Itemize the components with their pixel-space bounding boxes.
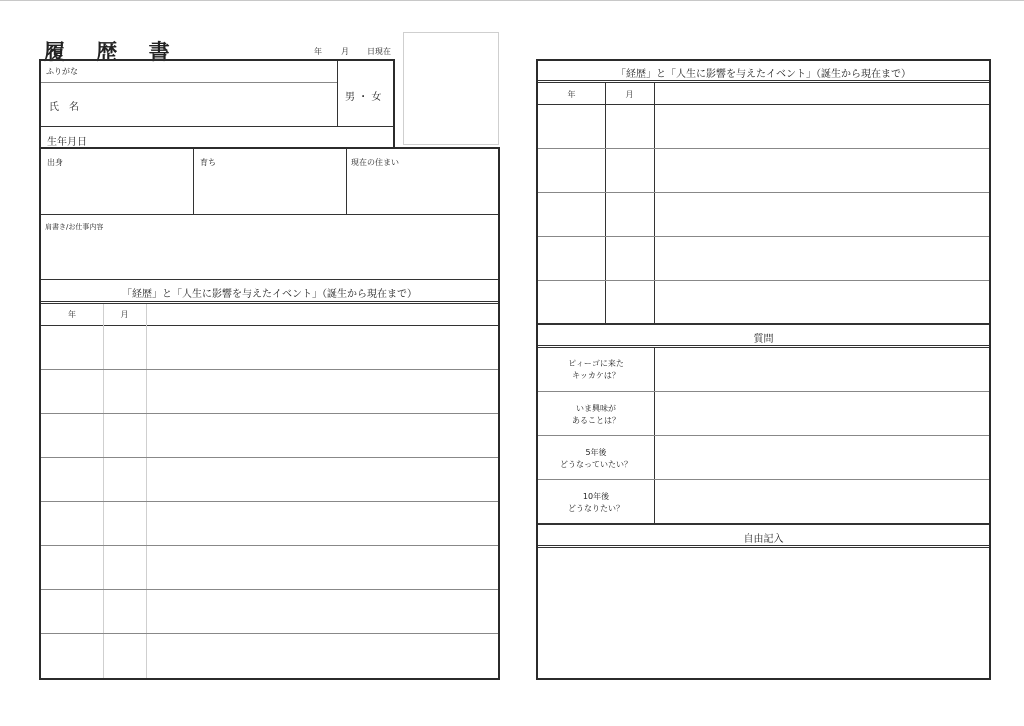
question-ten-years: 10年後 どうなりたい？ <box>568 492 624 513</box>
free-entry-area[interactable] <box>540 552 987 676</box>
free-heading-rule <box>538 545 989 548</box>
history-col-year: 年 <box>68 310 76 319</box>
birthdate-label: 生年月日 <box>47 137 87 148</box>
history-top-line <box>41 279 498 280</box>
question-five-years: 5年後 どうなっていたい？ <box>560 448 632 469</box>
top-border <box>0 0 1024 1</box>
history-row-line <box>41 589 498 590</box>
questions-top-line <box>538 323 989 325</box>
gender-label[interactable]: 男 ・ 女 <box>345 92 382 103</box>
right-history-row-line <box>538 236 989 237</box>
gender-divider <box>337 61 338 126</box>
question-row-line <box>538 391 989 392</box>
history-header-line <box>41 325 498 326</box>
right-history-heading: 「経歴」と「人生に影響を与えたイベント」（誕生から現在まで） <box>616 69 911 80</box>
history-heading: 「経歴」と「人生に影響を与えたイベント」（誕生から現在まで） <box>122 289 417 300</box>
history-row-line <box>41 501 498 502</box>
right-history-col-year: 年 <box>567 90 576 99</box>
history-row-line <box>41 633 498 634</box>
history-row-line <box>41 369 498 370</box>
right-history-month-col-line <box>654 83 655 323</box>
history-heading-rule <box>41 301 498 304</box>
questions-heading-rule <box>538 345 989 348</box>
raised-divider <box>346 149 347 214</box>
job-label: 肩書き/お仕事内容 <box>45 223 104 231</box>
job-top-line <box>41 214 498 215</box>
history-row-line <box>41 545 498 546</box>
page-title: 履 歴 書 <box>44 39 182 64</box>
question-row-line <box>538 435 989 436</box>
right-history-col-month: 月 <box>625 90 634 99</box>
date-month-label: 月 <box>341 47 349 56</box>
name-field[interactable] <box>95 84 333 124</box>
question-interests: いま興味が あることは？ <box>572 404 620 425</box>
question-row-line <box>538 479 989 480</box>
raised-label: 育ち <box>200 158 216 167</box>
right-history-row-line <box>538 192 989 193</box>
hometown-divider <box>193 149 194 214</box>
right-history-year-col-line <box>605 83 606 323</box>
right-history-row-line <box>538 280 989 281</box>
furigana-divider <box>41 82 337 83</box>
free-heading: 自由記入 <box>743 534 784 545</box>
history-col-month: 月 <box>120 310 129 319</box>
history-row-line <box>41 413 498 414</box>
address-label: 現在の住まい <box>351 158 399 167</box>
right-history-row-line <box>538 148 989 149</box>
date-as-of-label: 日現在 <box>367 47 391 56</box>
photo-box[interactable] <box>403 32 499 145</box>
date-year-label: 年 <box>314 47 322 56</box>
question-motivation: ピィーゴに来た キッカケは？ <box>568 359 624 380</box>
hometown-label: 出身 <box>47 158 63 167</box>
name-bottom-line <box>41 126 393 127</box>
furigana-label: ふりがな <box>46 67 78 76</box>
history-year-col-line <box>103 304 104 678</box>
history-row-line <box>41 457 498 458</box>
questions-heading: 質問 <box>753 334 774 345</box>
free-top-line <box>538 523 989 525</box>
history-month-col-line <box>146 304 147 678</box>
name-label: 氏 名 <box>49 102 79 113</box>
